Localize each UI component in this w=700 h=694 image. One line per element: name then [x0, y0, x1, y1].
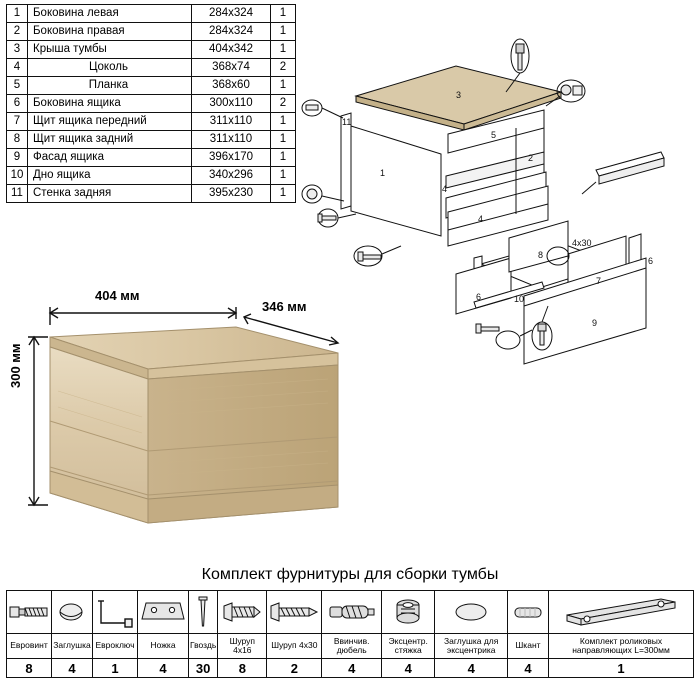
part-name: Боковина правая [28, 23, 192, 41]
part-number: 9 [7, 149, 28, 167]
dowel-icon [508, 591, 549, 634]
diagram-label-8: 8 [538, 250, 544, 260]
hardware-label: Заглушка [52, 634, 93, 659]
diagram-label-5: 5 [491, 130, 497, 140]
part-size: 284х324 [192, 5, 271, 23]
part-size: 404х342 [192, 41, 271, 59]
diagram-label-10: 10 [514, 294, 525, 304]
hardware-count: 8 [218, 659, 267, 678]
hardware-table [6, 590, 694, 678]
hardware-counts-row [7, 659, 694, 678]
part-number: 11 [7, 185, 28, 203]
parts-table-body [7, 5, 296, 203]
hardware-label: Шуруп 4х16 [218, 634, 267, 659]
diagram-label-6a: 6 [476, 292, 482, 302]
hardware-count: 4 [52, 659, 93, 678]
diagram-label-1: 1 [380, 168, 386, 178]
part-qty: 1 [271, 77, 296, 95]
hardware-count: 2 [267, 659, 322, 678]
dimension-height: 300 мм [8, 343, 23, 388]
part-size: 284х324 [192, 23, 271, 41]
euro-screw-icon [7, 591, 52, 634]
part-number: 1 [7, 5, 28, 23]
hardware-label: Еврoвинт [7, 634, 52, 659]
part-name: Стенка задняя [28, 185, 192, 203]
cam-cover-icon [435, 591, 508, 634]
table-row [7, 131, 296, 149]
diagram-label-6b: 6 [648, 256, 654, 266]
part-qty: 1 [271, 41, 296, 59]
part-number: 7 [7, 113, 28, 131]
hardware-count: 1 [549, 659, 694, 678]
diagram-label-screw-size: 4х30 [572, 238, 592, 248]
part-name: Боковина ящика [28, 95, 192, 113]
hardware-label: Шуруп 4х30 [267, 634, 322, 659]
hardware-count: 8 [7, 659, 52, 678]
hardware-count: 30 [189, 659, 218, 678]
part-qty: 1 [271, 149, 296, 167]
part-qty: 2 [271, 95, 296, 113]
hardware-count: 4 [435, 659, 508, 678]
part-qty: 1 [271, 113, 296, 131]
hardware-label: Ввинчив. дюбель [322, 634, 382, 659]
cabinet-photo-svg [8, 295, 388, 545]
table-row [7, 113, 296, 131]
part-size: 368х74 [192, 59, 271, 77]
part-qty: 1 [271, 167, 296, 185]
table-row [7, 95, 296, 113]
part-qty: 1 [271, 23, 296, 41]
table-row [7, 167, 296, 185]
cabinet-photo [8, 295, 388, 545]
part-name: Крыша тумбы [28, 41, 192, 59]
diagram-label-4b: 4 [478, 214, 484, 224]
part-name: Боковина левая [28, 5, 192, 23]
part-size: 311х110 [192, 113, 271, 131]
part-number: 3 [7, 41, 28, 59]
dimension-depth: 346 мм [262, 299, 307, 314]
part-number: 10 [7, 167, 28, 185]
part-size: 395х230 [192, 185, 271, 203]
part-qty: 1 [271, 185, 296, 203]
hardware-count: 4 [382, 659, 435, 678]
part-name: Дно ящика [28, 167, 192, 185]
screw-4x16-icon [218, 591, 267, 634]
dimension-width: 404 мм [95, 288, 140, 303]
part-number: 2 [7, 23, 28, 41]
hardware-count: 4 [508, 659, 549, 678]
part-name: Щит ящика передний [28, 113, 192, 131]
part-number: 5 [7, 77, 28, 95]
hardware-label: Ножка [138, 634, 189, 659]
leg-icon [138, 591, 189, 634]
table-row [7, 23, 296, 41]
roller-slide-icon [549, 591, 694, 634]
cam-lock-icon [382, 591, 435, 634]
hardware-count: 4 [138, 659, 189, 678]
part-size: 368х60 [192, 77, 271, 95]
diagram-label-7: 7 [596, 276, 602, 286]
table-row [7, 185, 296, 203]
table-row [7, 5, 296, 23]
screw-in-dowel-icon [322, 591, 382, 634]
part-qty: 1 [271, 131, 296, 149]
hardware-label: Шкант [508, 634, 549, 659]
part-size: 311х110 [192, 131, 271, 149]
part-name: Планка [28, 77, 192, 95]
diagram-label-4a: 4 [442, 184, 448, 194]
table-row [7, 77, 296, 95]
hardware-count: 4 [322, 659, 382, 678]
cap-icon [52, 591, 93, 634]
part-name: Фасад ящика [28, 149, 192, 167]
diagram-label-3: 3 [456, 90, 462, 100]
hardware-count: 1 [93, 659, 138, 678]
hardware-labels-row [7, 634, 694, 659]
part-number: 4 [7, 59, 28, 77]
hardware-label: Эксцентр. стяжка [382, 634, 435, 659]
part-number: 8 [7, 131, 28, 149]
diagram-label-11: 11 [342, 117, 352, 127]
hardware-label: Гвоздь [189, 634, 218, 659]
part-name: Щит ящика задний [28, 131, 192, 149]
part-name: Цоколь [28, 59, 192, 77]
part-size: 396х170 [192, 149, 271, 167]
table-row [7, 41, 296, 59]
screw-4x30-icon [267, 591, 322, 634]
table-row [7, 59, 296, 77]
hardware-label: Заглушка для эксцентрика [435, 634, 508, 659]
nail-icon [189, 591, 218, 634]
diagram-label-9: 9 [592, 318, 598, 328]
table-row [7, 149, 296, 167]
part-qty: 2 [271, 59, 296, 77]
diagram-label-2: 2 [528, 153, 534, 163]
part-qty: 1 [271, 5, 296, 23]
hardware-title: Комплект фурнитуры для сборки тумбы [201, 566, 499, 583]
part-size: 300х110 [192, 95, 271, 113]
parts-table [6, 4, 296, 203]
hardware-label: Комплект роликовых направляющих L=300мм [549, 634, 694, 659]
hardware-icons-row [7, 591, 694, 634]
part-size: 340х296 [192, 167, 271, 185]
part-number: 6 [7, 95, 28, 113]
hardware-label: Еврoключ [93, 634, 138, 659]
euro-key-icon [93, 591, 138, 634]
